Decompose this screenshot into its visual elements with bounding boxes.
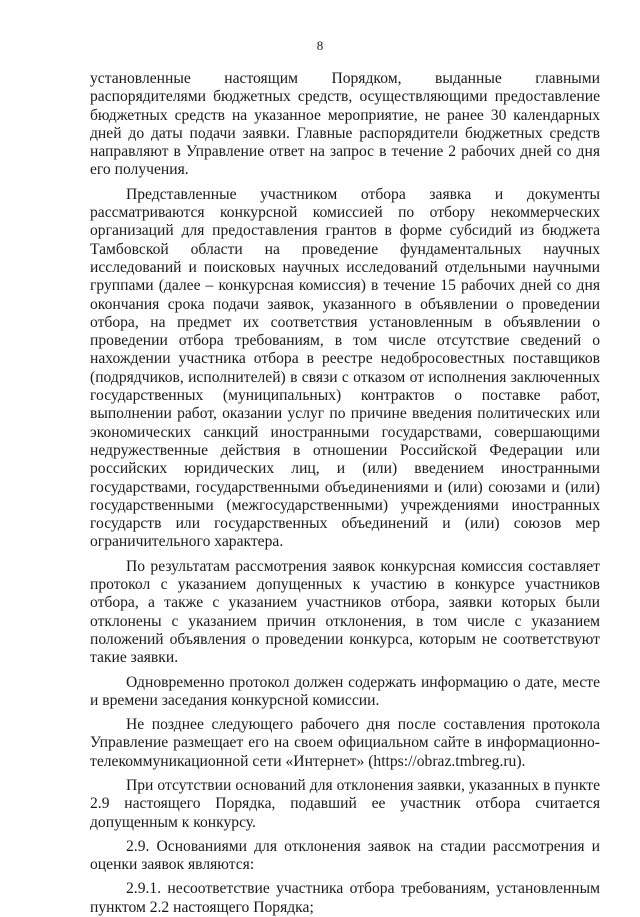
paragraph-section-2-9-1: 2.9.1. несоответствие участника отбора требованиям, установленным пунктом 2.2 настоящего Порядка; [90, 880, 600, 916]
paragraph-protocol-info: Одновременно протокол должен содержать информацию о дате, месте и времени заседания конкурсной комиссии. [90, 673, 600, 709]
paragraph-protocol: По результатам рассмотрения заявок конкурсная комиссия составляет протокол с указанием допущенных к участию в конкурсе участников отбора, а также с указанием участников отбора, заявки которых были отклонены с указанием причин отклонения, в том числе с указанием положений объявления о проведении конкурса, которым не соответствуют такие заявки. [90, 557, 600, 667]
paragraph-section-2-9: 2.9. Основаниями для отклонения заявок на стадии рассмотрения и оценки заявок являются: [90, 837, 600, 874]
paragraph-publication: Не позднее следующего рабочего дня после составления протокола Управление размещает его на своем официальном сайте в информационно-телекоммуникационной сети «Интернет» (https://obraz.tmbreg.ru). [90, 716, 600, 770]
page-number: 8 [316, 38, 324, 53]
paragraph-admission: При отсутствии оснований для отклонения заявки, указанных в пункте 2.9 настоящего Порядка, подавший ее участник отбора считается допущенным к конкурсу. [90, 776, 600, 831]
paragraph-continuation: установленные настоящим Порядком, выданные главными распорядителями бюджетных средств, осуществляющими предоставление бюджетных средств на указанное мероприятие, не ранее 30 календарных дней до даты подачи заявки. Главные распорядители бюджетных средств направляют в Управление ответ на запрос в течение 2 рабочих дней со дня его получения. [90, 70, 600, 179]
paragraph-review-by-commission: Представленные участником отбора заявка и документы рассматриваются конкурсной комиссией по отбору некоммерческих организаций для предоставления грантов в форме субсидий из бюджета Тамбовской области на проведение фундаментальных научных исследований и поисковых научных исследований отдельными научными группами (далее – конкурсная комиссия) в течение 15 рабочих дней со дня окончания срока подачи заявок, указанного в объявлении о проведении отбора, на предмет их соответствия установленным в объявлении о проведении отбора требованиям, в том числе отсутствие сведений о нахождении участника отбора в реестре недобросовестных поставщиков (подрядчиков, исполнителей) в связи с отказом от исполнения заключенных государственных (муниципальных) контрактов о поставке работ, выполнении работ, оказании услуг по причине введения политических или экономических санкций иностранными государствами, совершающими недружественные действия в отношении Российской Федерации или российских юридических лиц, и (или) введением иностранными государствами, государственными объединениями и (или) союзами и (или) государственными (межгосударственными) учреждениями иностранных государств или государственных объединений и (или) союзов мер ограничительного характера. [90, 185, 600, 551]
document-body [90, 70, 600, 917]
